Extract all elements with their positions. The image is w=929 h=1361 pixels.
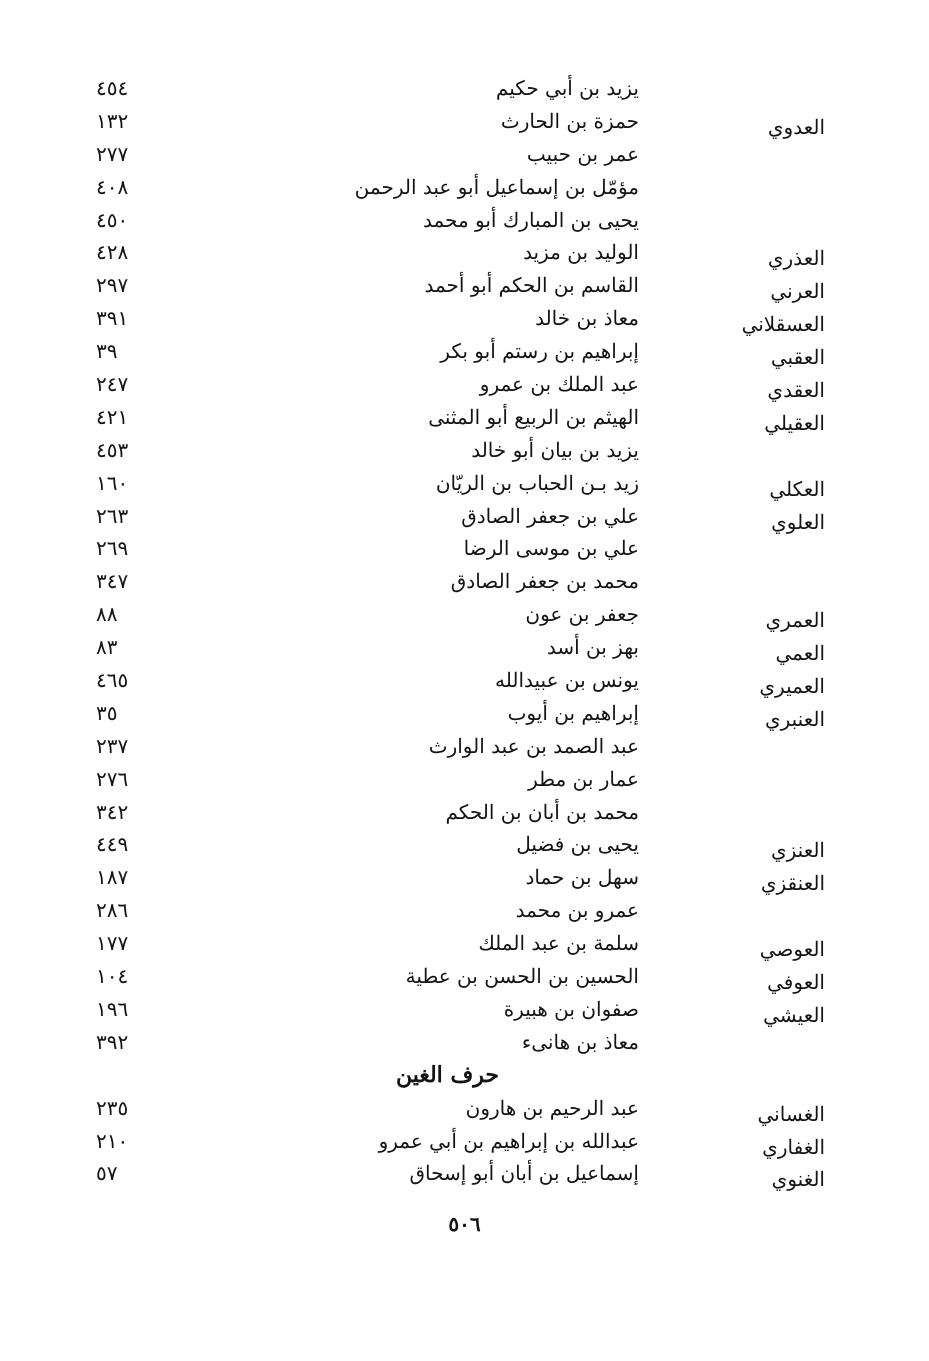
nisba-label: العقدي (767, 378, 825, 403)
narrator-name: عبد الملك بن عمرو (479, 372, 639, 397)
index-row (0, 138, 929, 171)
narrator-name: جعفر بن عون (525, 602, 639, 627)
index-row (0, 598, 929, 631)
narrator-name: يحيى بن المبارك أبو محمد (422, 207, 639, 232)
page-reference: ٣٩٢ (96, 1029, 129, 1054)
narrator-name: معاذ بن خالد (535, 306, 639, 331)
index-row (0, 204, 929, 237)
narrator-name: إبراهيم بن أيوب (507, 700, 639, 725)
narrator-name: علي بن جعفر الصادق (461, 503, 639, 528)
index-row (0, 631, 929, 664)
nisba-label: العلوي (771, 509, 825, 534)
page-reference: ٥٧ (96, 1161, 118, 1186)
page-reference: ٢٨٦ (96, 898, 129, 923)
narrator-name: عمار بن مطر (528, 766, 639, 791)
nisba-label: العنزي (770, 838, 825, 863)
narrator-name: الهيثم بن الربيع أبو المثنى (428, 404, 639, 429)
narrator-name: مؤمّل بن إسماعيل أبو عبد الرحمن (354, 174, 639, 199)
index-row (0, 894, 929, 927)
page-reference: ٢٧٧ (96, 141, 129, 166)
narrator-name: عبد الرحيم بن هارون (465, 1095, 639, 1120)
index-row (0, 664, 929, 697)
narrator-name: القاسم بن الحكم أبو أحمد (424, 273, 639, 298)
index-row (0, 565, 929, 598)
page-reference: ٢٧٦ (96, 766, 129, 791)
section-heading (0, 1059, 929, 1092)
page-reference: ١٧٧ (96, 931, 129, 956)
index-row (0, 434, 929, 467)
index-row (0, 1026, 929, 1059)
page-reference: ١٣٢ (96, 108, 129, 133)
narrator-name: الوليد بن مزيد (523, 240, 639, 265)
page-reference: ٣٤٢ (96, 799, 129, 824)
page-reference: ١٩٦ (96, 996, 129, 1021)
index-row (0, 1157, 929, 1190)
narrator-name: زيد بـن الحباب بن الريّان (435, 470, 639, 495)
nisba-label: العيشي (763, 1002, 825, 1027)
page-reference: ٣٤٧ (96, 569, 129, 594)
nisba-label: العنقزي (760, 871, 825, 896)
section-heading-text: حرف الغين (395, 1061, 499, 1088)
page-reference: ١٠٤ (96, 964, 129, 989)
page-reference: ٤٦٥ (96, 668, 129, 693)
page-reference: ٣٩ (96, 339, 118, 364)
narrator-name: سلمة بن عبد الملك (478, 931, 639, 956)
narrator-name: سهل بن حماد (525, 865, 639, 890)
index-row (0, 105, 929, 138)
nisba-label: العدوي (767, 114, 825, 139)
index-row (0, 335, 929, 368)
narrator-name: يحيى بن فضيل (516, 832, 639, 857)
narrator-name: محمد بن جعفر الصادق (450, 569, 639, 594)
index-row (0, 828, 929, 861)
page-number: ٥٠٦ (448, 1212, 481, 1236)
page-reference: ٤٥٤ (96, 76, 129, 100)
narrator-name: يونس بن عبيدالله (495, 668, 639, 693)
index-row (0, 72, 929, 105)
narrator-name: عبدالله بن إبراهيم بن أبي عمرو (378, 1128, 639, 1153)
nisba-label: العقيلي (764, 410, 825, 435)
index-row (0, 171, 929, 204)
nisba-label: العذري (767, 246, 825, 271)
nisba-label: العمي (775, 641, 825, 666)
nisba-label: العكلي (769, 476, 825, 501)
nisba-label: العوصي (759, 937, 825, 962)
nisba-label: الغنوي (771, 1167, 825, 1192)
narrator-name: حمزة بن الحارث (500, 108, 639, 133)
index-row (0, 1125, 929, 1158)
nisba-label: العسقلاني (741, 312, 825, 337)
narrator-name: علي بن موسى الرضا (463, 536, 639, 561)
narrator-name: يزيد بن بيان أبو خالد (471, 437, 639, 462)
index-row (0, 500, 929, 533)
page-reference: ١٦٠ (96, 470, 129, 495)
index-list (0, 72, 929, 1190)
index-row (0, 796, 929, 829)
page-reference: ٤٠٨ (96, 174, 129, 199)
narrator-name: الحسين بن الحسن بن عطية (405, 964, 639, 989)
nisba-label: الغساني (757, 1101, 825, 1126)
page-reference: ٤٢٨ (96, 240, 129, 265)
narrator-name: عمر بن حبيب (526, 141, 639, 166)
narrator-name: معاذ بن هانىء (521, 1029, 639, 1054)
index-row (0, 861, 929, 894)
page-reference: ٢٦٣ (96, 503, 129, 528)
page-reference: ٨٣ (96, 635, 118, 660)
narrator-name: عبد الصمد بن عبد الوارث (428, 733, 639, 758)
page-reference: ٣٥ (96, 700, 118, 725)
page-reference: ٢٩٧ (96, 273, 129, 298)
index-row (0, 927, 929, 960)
narrator-name: يزيد بن أبي حكيم (495, 76, 639, 100)
narrator-name: إسماعيل بن أبان أبو إسحاق (409, 1161, 639, 1186)
narrator-name: محمد بن أبان بن الحكم (445, 799, 639, 824)
narrator-name: إبراهيم بن رستم أبو بكر (440, 339, 639, 364)
index-row (0, 730, 929, 763)
page-reference: ٨٨ (96, 602, 118, 627)
index-row (0, 269, 929, 302)
nisba-label: الغفاري (762, 1134, 825, 1159)
index-row (0, 401, 929, 434)
index-row (0, 236, 929, 269)
index-row (0, 368, 929, 401)
narrator-name: صفوان بن هبيرة (503, 996, 639, 1021)
page-reference: ٤٤٩ (96, 832, 129, 857)
index-row (0, 993, 929, 1026)
page-reference: ٤٢١ (96, 404, 129, 429)
nisba-label: العنبري (764, 706, 825, 731)
nisba-label: العقبي (770, 345, 825, 370)
nisba-label: العوفي (767, 970, 825, 995)
nisba-label: العمري (765, 608, 825, 633)
index-row (0, 302, 929, 335)
page-reference: ١٨٧ (96, 865, 129, 890)
index-row (0, 467, 929, 500)
index-row (0, 1092, 929, 1125)
nisba-label: العميري (759, 674, 825, 699)
page-reference: ٢١٠ (96, 1128, 129, 1153)
nisba-label: العرني (770, 279, 825, 304)
page-reference: ٢٣٥ (96, 1095, 129, 1120)
index-row (0, 960, 929, 993)
page-reference: ٣٩١ (96, 306, 129, 331)
page-reference: ٢٣٧ (96, 733, 129, 758)
narrator-name: بهز بن أسد (546, 635, 639, 660)
page-reference: ٢٦٩ (96, 536, 129, 561)
index-row (0, 697, 929, 730)
page-reference: ٢٤٧ (96, 372, 129, 397)
narrator-name: عمرو بن محمد (515, 898, 639, 923)
index-row (0, 763, 929, 796)
page-reference: ٤٥٣ (96, 437, 129, 462)
page-reference: ٤٥٠ (96, 207, 129, 232)
index-row (0, 532, 929, 565)
